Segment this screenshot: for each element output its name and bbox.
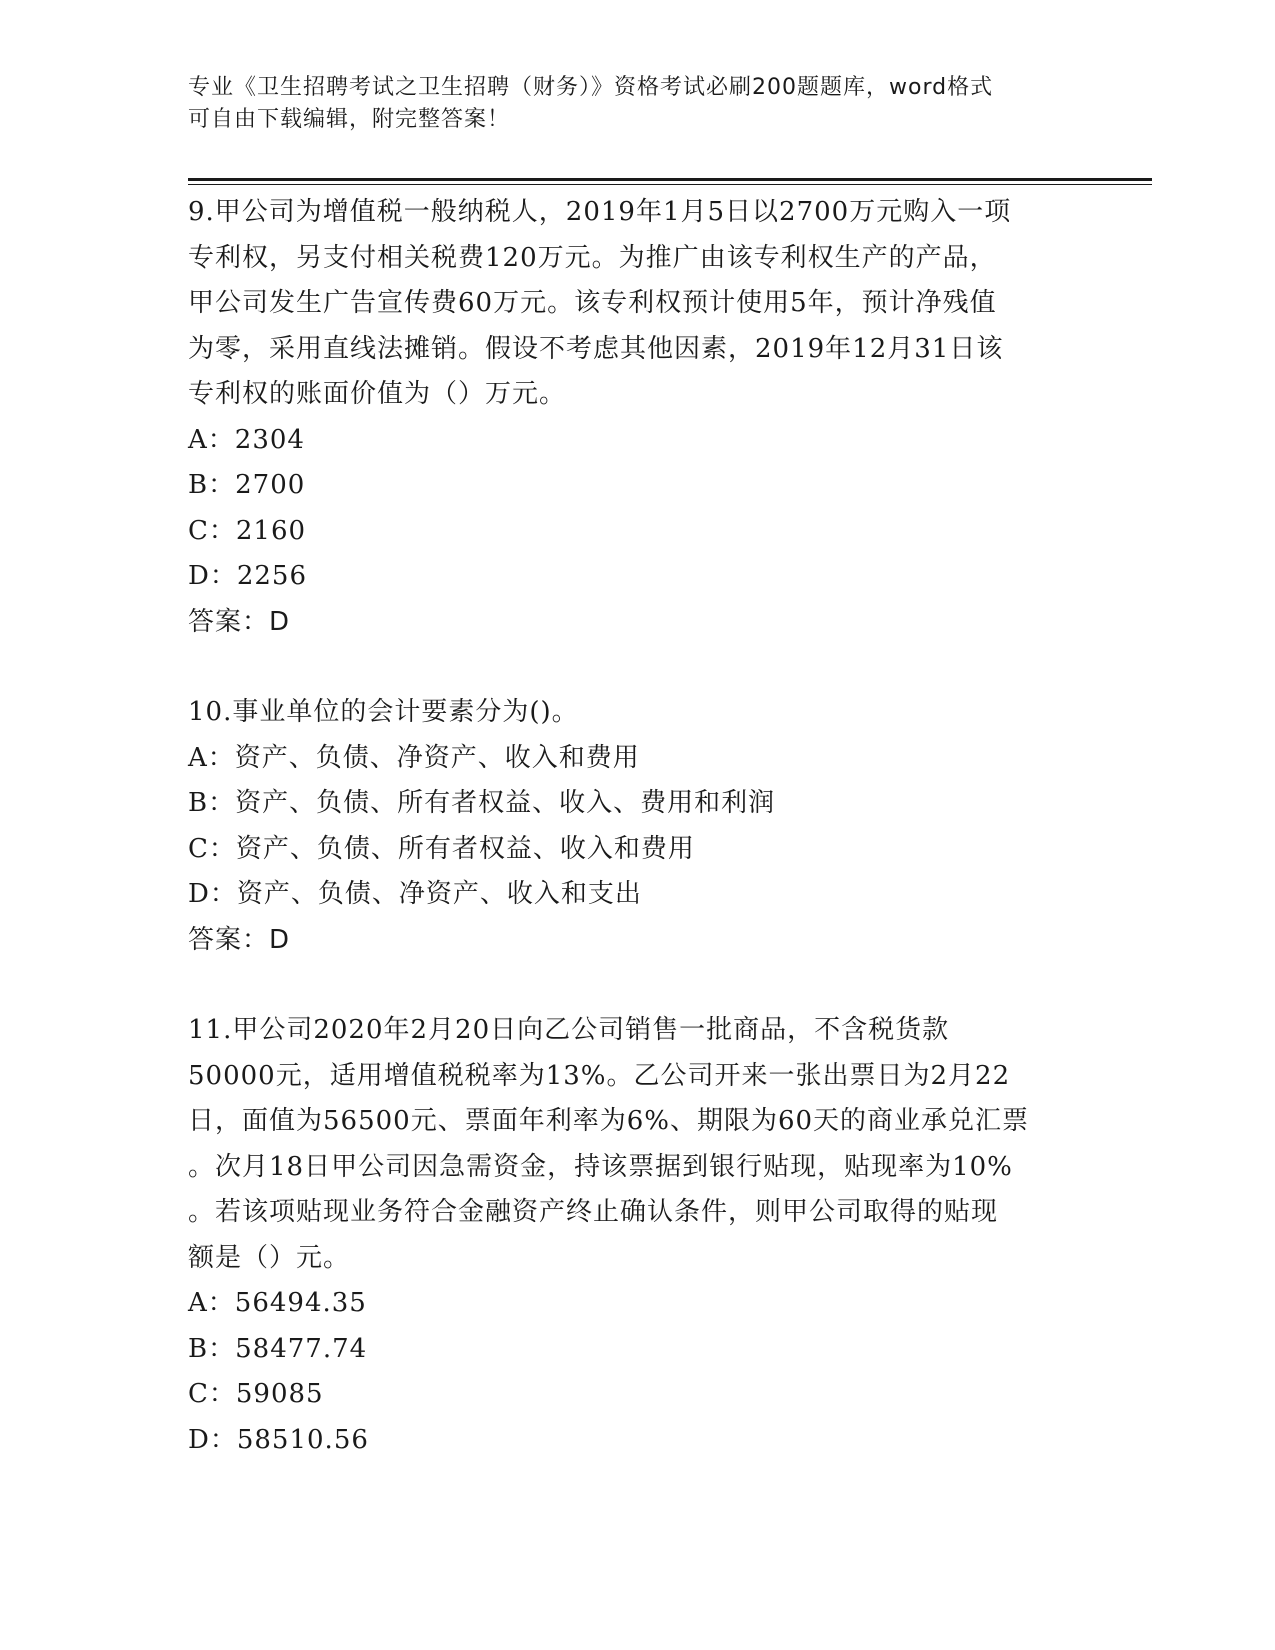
header-line-1: 专业《卫生招聘考试之卫生招聘（财务）》资格考试必刷200题题库，word格式 xyxy=(188,75,994,100)
question-text-line: 甲公司发生广告宣传费60万元。该专利权预计使用5年，预计净残值 xyxy=(188,288,997,318)
question-text-line: 10.事业单位的会计要素分为()。 xyxy=(188,697,579,727)
option-a: A：2304 xyxy=(188,424,305,455)
header-divider-thick xyxy=(188,178,1152,181)
question-text-line: 日，面值为56500元、票面年利率为6%、期限为60天的商业承兑汇票 xyxy=(188,1106,1030,1136)
option-b: B：58477.74 xyxy=(188,1333,368,1364)
option-a: A：56494.35 xyxy=(188,1288,367,1318)
question-spacer xyxy=(188,645,1088,690)
question-spacer xyxy=(188,963,1088,1008)
option-c: C：59085 xyxy=(188,1379,324,1409)
question-text-line: 。若该项贴现业务符合金融资产终止确认条件，则甲公司取得的贴现 xyxy=(188,1197,999,1227)
option-c: C：2160 xyxy=(188,515,307,546)
option-b: B：2700 xyxy=(188,470,306,500)
question-text-line: 为零，采用直线法摊销。假设不考虑其他因素，2019年12月31日该 xyxy=(188,333,1004,364)
question-11 xyxy=(188,1008,1088,1463)
option-d: D：58510.56 xyxy=(188,1424,369,1455)
question-text-line: 额是（）元。 xyxy=(188,1242,351,1273)
document-header xyxy=(188,72,1088,136)
header-divider-thin xyxy=(188,184,1152,185)
option-d: D：2256 xyxy=(188,561,308,591)
option-c: C：资产、负债、所有者权益、收入和费用 xyxy=(188,833,695,864)
question-text-line: 50000元，适用增值税税率为13%。乙公司开来一张出票日为2月22 xyxy=(188,1060,1011,1091)
question-list xyxy=(188,190,1088,1463)
option-a: A：资产、负债、净资产、收入和费用 xyxy=(188,742,640,773)
question-9 xyxy=(188,190,1088,645)
question-text-line: 11.甲公司2020年2月20日向乙公司销售一批商品，不含税货款 xyxy=(188,1015,950,1045)
option-b: B：资产、负债、所有者权益、收入、费用和利润 xyxy=(188,788,776,818)
question-text-line: 。次月18日甲公司因急需资金，持该票据到银行贴现，贴现率为10% xyxy=(188,1151,1013,1182)
question-10 xyxy=(188,690,1088,963)
option-d: D：资产、负债、净资产、收入和支出 xyxy=(188,879,642,909)
question-text-line: 9.甲公司为增值税一般纳税人，2019年1月5日以2700万元购入一项 xyxy=(188,197,1012,227)
answer-line: 答案：D xyxy=(188,606,291,637)
answer-line: 答案：D xyxy=(188,924,291,955)
question-text-line: 专利权，另支付相关税费120万元。为推广由该专利权生产的产品， xyxy=(188,242,997,273)
header-line-2: 可自由下载编辑，附完整答案！ xyxy=(188,107,511,132)
question-text-line: 专利权的账面价值为（）万元。 xyxy=(188,379,567,409)
